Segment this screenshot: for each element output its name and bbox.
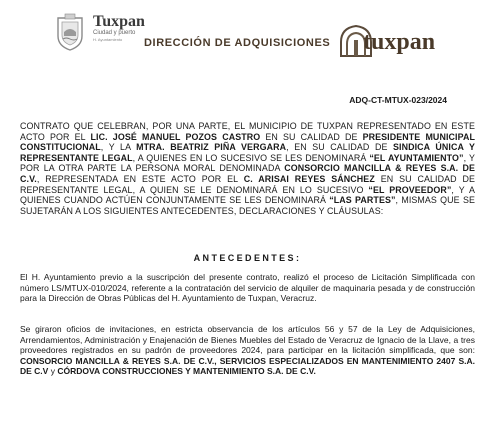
text-run: , Y POR LA OTRA PARTE LA PERSONA MORAL DENOMINADA [20, 152, 475, 174]
page-title: DIRECCIÓN DE ADQUISICIONES [144, 37, 331, 49]
text-run: CONTRATO QUE CELEBRAN, POR UNA PARTE, EL MUNICIPIO DE TUXPAN REPRESENTADO EN ESTE ACTO POR EL [20, 121, 475, 142]
bold-text-run: CÓRDOVA CONSTRUCCIONES Y MANTENIMIENTO S.A. DE C.V. [57, 366, 316, 376]
contract-intro [20, 121, 475, 216]
bold-text-run: MTRA. BEATRIZ PIÑA VERGARA [136, 142, 287, 153]
text-run: , MISMAS QUE SE SUJETARÁN A LOS SIGUIENTES ANTECEDENTES, DECLARACIONES Y CLÁUSULAS: [20, 195, 475, 216]
bold-text-run: “EL AYUNTAMIENTO” [369, 152, 464, 163]
section-heading: ANTECEDENTES: [193, 253, 302, 263]
bold-text-run: CONSORCIO MANCILLA & REYES S.A. DE C.V. [20, 163, 475, 184]
municipal-seal-icon [50, 12, 90, 52]
text-run: , Y LA [100, 142, 137, 153]
text-run: , EN SU CALIDAD DE [286, 142, 393, 153]
bold-text-run: CONSORCIO MANCILLA & REYES S.A. DE C.V., SERVICIOS ESPECIALIZADOS EN MANTENIMIENTO 2407 S.A. DE C.V [20, 355, 475, 376]
bold-text-run: PRESIDENTE MUNICIPAL CONSTITUCIONAL [20, 131, 475, 153]
document-reference: ADQ-CT-MTUX-023/2024 [349, 95, 447, 105]
antecedent-paragraph-2 [20, 324, 475, 377]
bold-text-run: “LAS PARTES” [329, 195, 396, 206]
bold-text-run: SINDICA ÚNICA Y REPRESENTANTE LEGAL [20, 142, 476, 163]
letterhead [0, 0, 495, 70]
text-run: y [48, 366, 58, 376]
text-run: El H. Ayuntamiento previo a la suscripción del presente contrato, realizó el proceso de Licitación Simplificada con número LS/MTUX-010/2024, referente a la contratación del servicio de alquiler de maquinaria pesada y de construcción para la Dirección de Obras Públicas del H. Ayuntamiento de Tuxpan, Veracruz. [20, 272, 475, 303]
bold-text-run: LIC. JOSÉ MANUEL POZOS CASTRO [90, 131, 261, 142]
city-name: Tuxpan [93, 13, 145, 30]
bold-text-run: C. ARISAI REYES SÁNCHEZ [243, 173, 375, 184]
city-small-text: H. Ayuntamiento [93, 37, 123, 42]
city-brand [93, 14, 145, 42]
tuxpan-logo-text: tuxpan [363, 29, 436, 55]
text-run: EN SU CALIDAD DE [260, 131, 363, 142]
bold-text-run: “EL PROVEEDOR” [368, 184, 452, 195]
text-run: Se giraron oficios de invitaciones, en estricta observancia de los artículos 56 y 57 de la Ley de Adquisiciones, Arrendamientos, Administración y Enajenación de Bienes Muebles del Estado de Veracruz de Ignacio de la Llave, a tres proveedores registrados en su padrón de proveedores 2024, para participar en la licitación simplificada, que son: [20, 324, 475, 355]
text-run: , REPRESENTADA EN ESTE ACTO POR EL [36, 173, 244, 184]
antecedent-paragraph-1 [20, 272, 475, 304]
text-run: , A QUIENES EN LO SUCESIVO SE LES DENOMINARÁ [132, 152, 370, 163]
text-run: EN SU CALIDAD DE REPRESENTANTE LEGAL, A QUIEN SE LE DENOMINARÁ EN LO SUCESIVO [20, 173, 475, 195]
city-tagline: Ciudad y puerto [93, 30, 136, 36]
text-run: , Y A QUIENES CUANDO ACTÚEN CONJUNTAMENTE SE LES DENOMINARÁ [20, 184, 475, 206]
